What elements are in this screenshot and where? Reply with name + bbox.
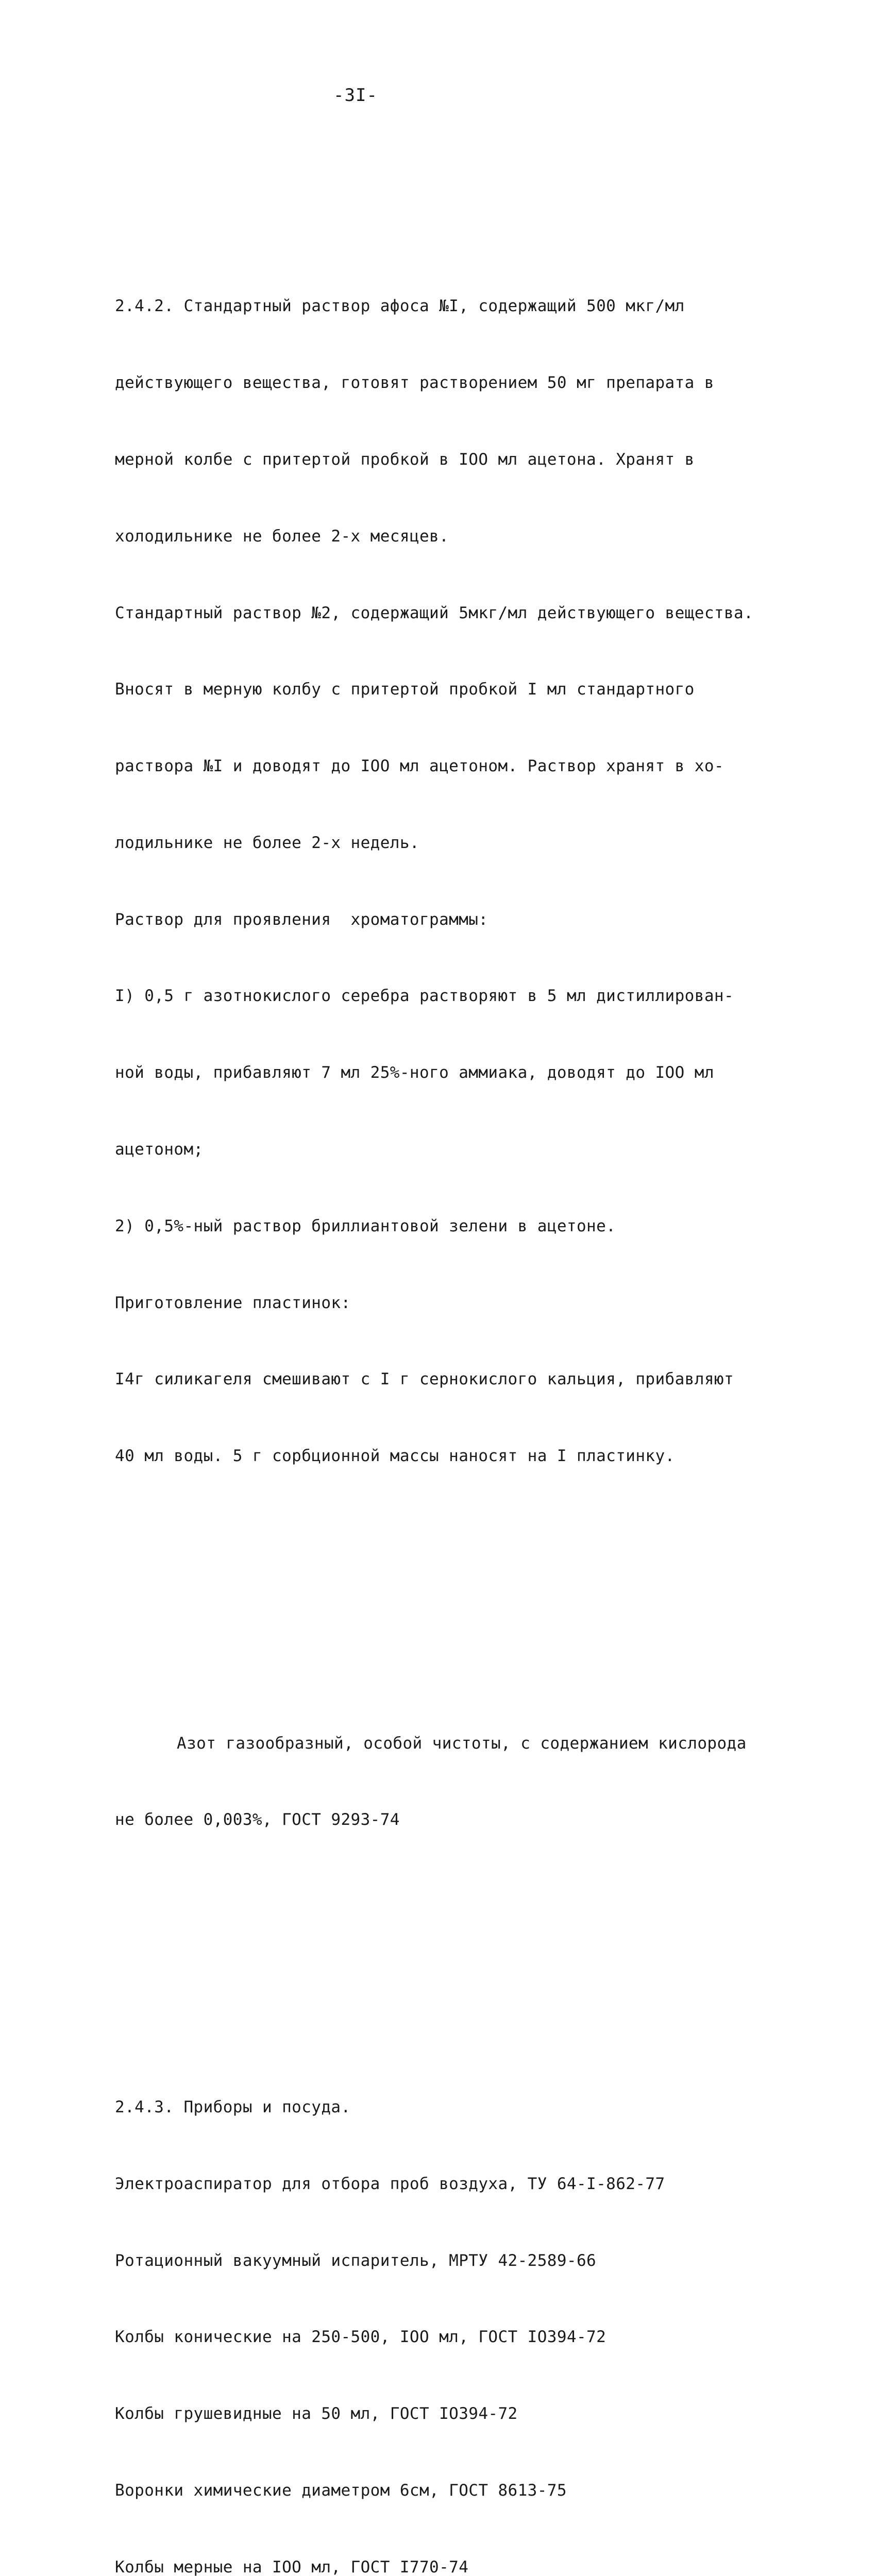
equipment-item: Колбы грушевидные на 50 мл, ГОСТ IO394-72 <box>115 2404 518 2424</box>
text-line: Приготовление пластинок: <box>115 1293 351 1312</box>
text-line: лодильнике не более 2-х недель. <box>115 833 419 852</box>
text-line: Раствор для проявления хроматограммы: <box>115 910 488 929</box>
paragraph-gap <box>115 1597 800 1603</box>
paragraph-gap <box>115 1961 800 1967</box>
text-line: 2.4.2. Стандартный раствор афоса №I, содержащий 500 мкг/мл <box>115 297 685 316</box>
text-line: 2) 0,5%-ный раствор бриллиантовой зелени в ацетоне. <box>115 1216 616 1235</box>
text-line: 40 мл воды. 5 г сорбционной массы наносят на I пластинку. <box>115 1447 675 1466</box>
equipment-item: Колбы конические на 250-500, IOO мл, ГОСТ IO394-72 <box>115 2328 607 2347</box>
text-line: ацетоном; <box>115 1140 204 1159</box>
section-2-4-3 <box>115 2044 800 2576</box>
text-line: I) 0,5 г азотнокислого серебра растворяют в 5 мл дистиллирован- <box>115 987 734 1006</box>
text-line: действующего вещества, готовят растворением 50 мг препарата в <box>115 374 714 393</box>
section-2-4-2 <box>115 243 800 1520</box>
body-text <box>115 192 800 2576</box>
text-line: ной воды, прибавляют 7 мл 25%-ного аммиака, доводят до IOO мл <box>115 1063 714 1082</box>
text-line: Вносят в мерную колбу с притертой пробкой I мл стандартного <box>115 680 695 699</box>
equipment-item: Воронки химические диаметром 6см, ГОСТ 8613-75 <box>115 2481 567 2500</box>
text-line: не более 0,003%, ГОСТ 9293-74 <box>115 1810 400 1829</box>
text-line: Стандартный раствор №2, содержащий 5мкг/мл действующего вещества. <box>115 603 754 622</box>
text-line: I4г силикагеля смешивают с I г сернокислого кальция, прибавляют <box>115 1370 734 1389</box>
nitrogen-paragraph <box>115 1680 800 1884</box>
text-line: Азот газообразный, особой чистоты, с содержанием кислорода <box>177 1734 747 1753</box>
text-line: холодильнике не более 2-х месяцев. <box>115 527 449 546</box>
equipment-item: Электроаспиратор для отбора проб воздуха, ТУ 64-I-862-77 <box>115 2174 665 2193</box>
section-heading: 2.4.3. Приборы и посуда. <box>115 2097 351 2116</box>
page-number: -3I- <box>333 85 378 106</box>
text-line: мерной колбе с притертой пробкой в IOO мл ацетона. Хранят в <box>115 450 695 469</box>
equipment-item: Ротационный вакуумный испаритель, МРТУ 42-2589-66 <box>115 2251 597 2270</box>
text-line: раствора №I и доводят до IOO мл ацетоном. Раствор хранят в хо- <box>115 757 724 776</box>
equipment-item: Колбы мерные на IOO мл, ГОСТ I770-74 <box>115 2557 469 2576</box>
